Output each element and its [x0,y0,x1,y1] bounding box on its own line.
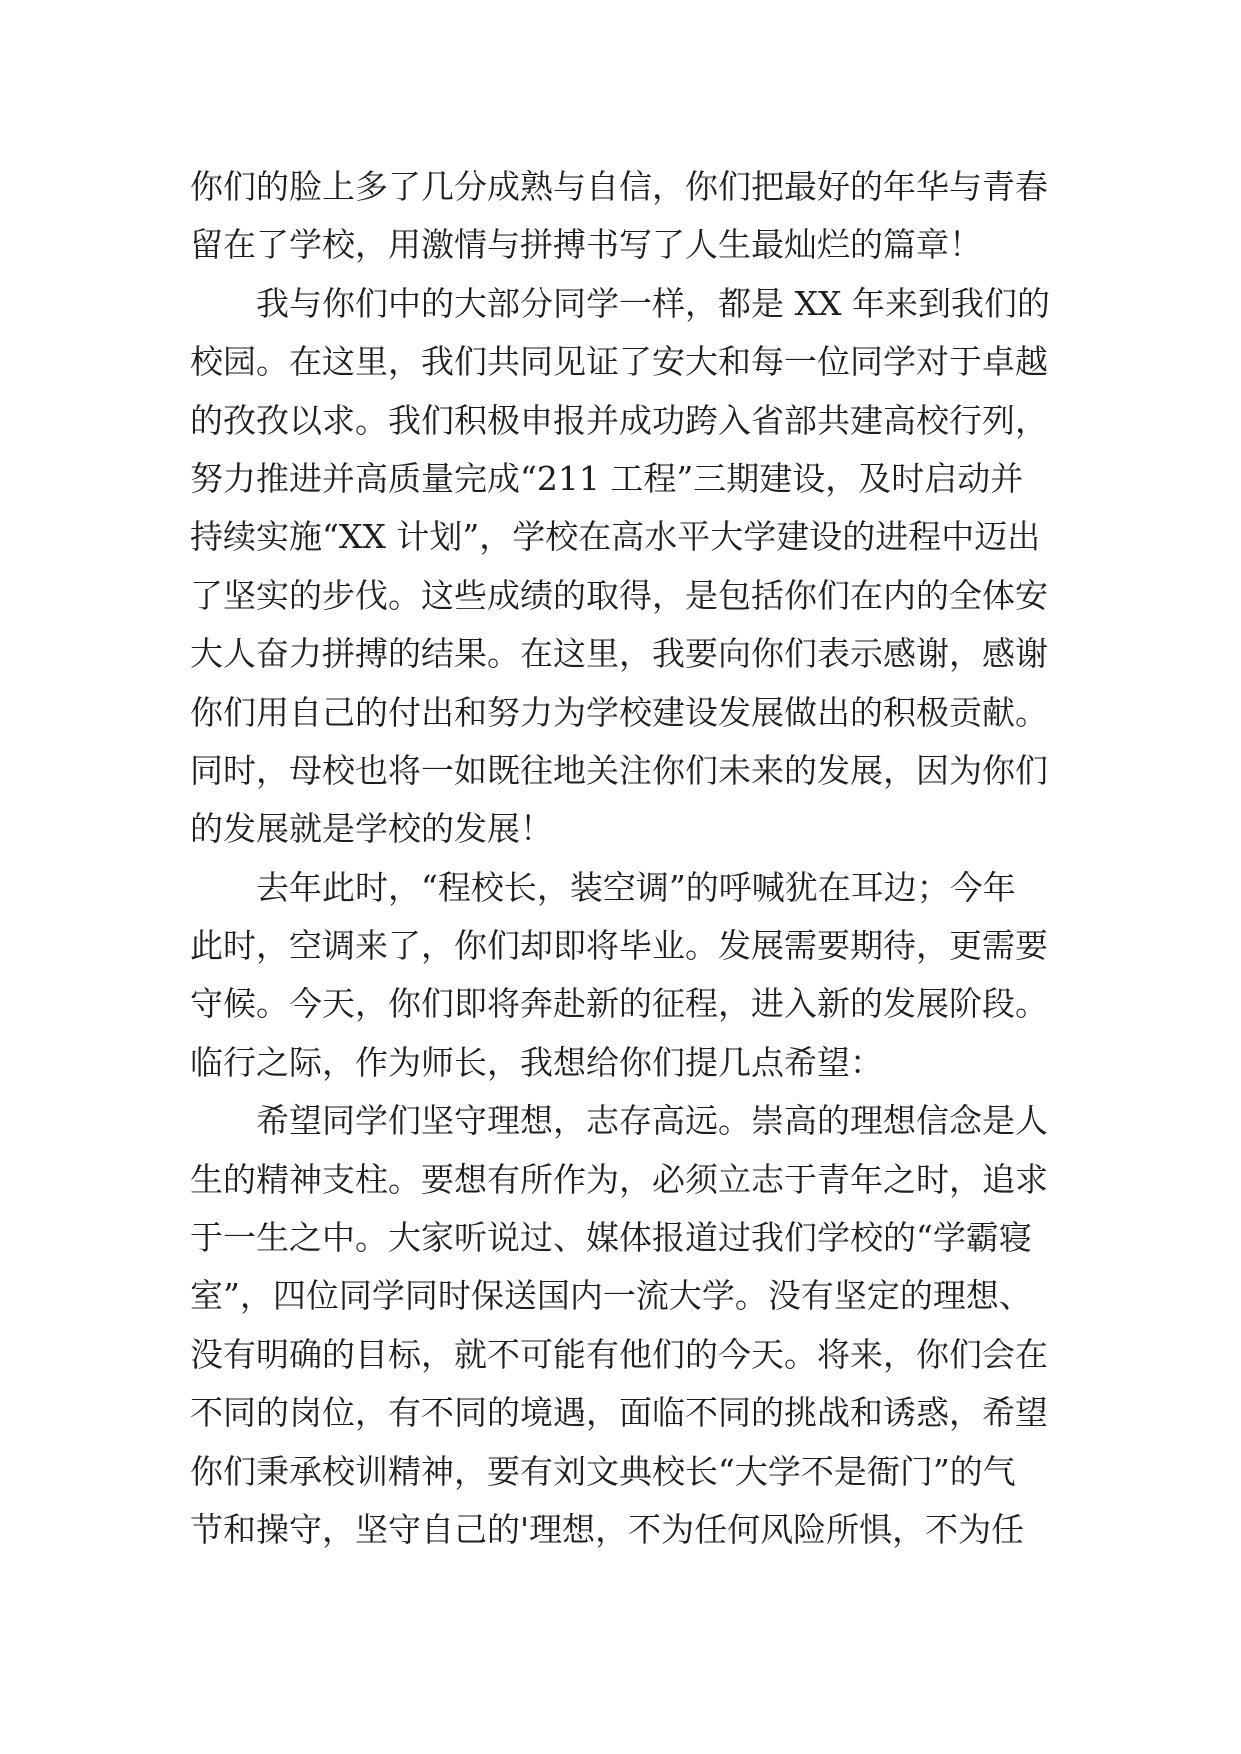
text-line: 的孜孜以求。我们积极申报并成功跨入省部共建高校行列， [190,400,1048,440]
text-line: 临行之际，作为师长，我想给你们提几点希望： [190,1042,883,1082]
text-line: 的发展就是学校的发展！ [190,809,553,849]
text-line: 同时，母校也将一如既往地关注你们未来的发展，因为你们 [190,750,1048,790]
text-line: 节和操守，坚守自己的'理想，不为任何风险所惧，不为任 [190,1509,1025,1549]
text-line: 生的精神支柱。要想有所作为，必须立志于青年之时，追求 [190,1159,1048,1199]
text-line: 大人奋力拼搏的结果。在这里，我要向你们表示感谢，感谢 [190,634,1048,674]
text-line: 留在了学校，用激情与拼搏书写了人生最灿烂的篇章！ [190,225,982,265]
text-line: 于一生之中。大家听说过、媒体报道过我们学校的“学霸寝 [190,1218,1032,1258]
text-line: 你们的脸上多了几分成熟与自信，你们把最好的年华与青春 [190,167,1048,206]
text-line: 此时，空调来了，你们却即将毕业。发展需要期待，更需要 [190,926,1048,966]
text-line: 室”，四位同学同时保送国内一流大学。没有坚定的理想、 [190,1276,1032,1316]
text-line: 努力推进并高质量完成“211 工程”三期建设，及时启动并 [190,458,1024,498]
document-body [190,158,1060,1559]
text-line: 了坚实的步伐。这些成绩的取得，是包括你们在内的全体安 [190,575,1048,615]
text-line: 没有明确的目标，就不可能有他们的今天。将来，你们会在 [190,1334,1048,1374]
text-line: 你们秉承校训精神，要有刘文典校长“大学不是衙门”的气 [190,1451,1016,1491]
text-line: 不同的岗位，有不同的境遇，面临不同的挑战和诱惑，希望 [190,1393,1048,1433]
paragraph-first-line: 希望同学们坚守理想，志存高远。崇高的理想信念是人 [256,1101,1048,1141]
text-line: 守候。今天，你们即将奔赴新的征程，进入新的发展阶段。 [190,984,1048,1024]
paragraph-first-line: 我与你们中的大部分同学一样，都是 XX 年来到我们的 [256,283,1050,323]
text-line: 校园。在这里，我们共同见证了安大和每一位同学对于卓越 [190,342,1048,382]
text-line: 持续实施“XX 计划”，学校在高水平大学建设的进程中迈出 [190,517,1041,557]
text-line: 你们用自己的付出和努力为学校建设发展做出的积极贡献。 [190,692,1048,732]
paragraph-first-line: 去年此时，“程校长，装空调”的呼喊犹在耳边；今年 [256,867,1016,907]
